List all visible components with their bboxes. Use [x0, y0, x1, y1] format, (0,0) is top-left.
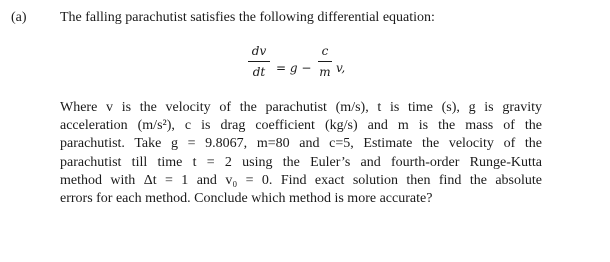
paragraph-line: parachutist. Take g = 9.8067, m=80 and c=5, Estimate the velocity of the	[60, 136, 542, 152]
equals-g-minus: = g −	[276, 61, 312, 75]
question-label: (a)	[11, 10, 27, 25]
velocity-term: v,	[336, 61, 346, 75]
paragraph-line: errors for each method. Conclude which method is more accurate?	[60, 191, 433, 207]
differential-equation	[248, 44, 368, 90]
paragraph-line: method with Δt = 1 and v₀ = 0. Find exact solution then find the absolute	[60, 172, 542, 188]
c-over-m-fraction	[318, 44, 332, 79]
paragraph-line: acceleration (m/s²), c is drag coefficient (kg/s) and m is the mass of the	[60, 118, 542, 134]
dv-dt-fraction	[248, 44, 270, 79]
m-denominator: m	[319, 65, 331, 79]
paragraph-line: Where v is the velocity of the parachutist (m/s), t is time (s), g is gravity	[60, 100, 542, 115]
c-numerator: c	[321, 44, 329, 58]
problem-paragraph	[60, 99, 542, 208]
question-intro: The falling parachutist satisfies the following differential equation:	[60, 10, 435, 25]
paragraph-line: parachutist till time t = 2 using the Euler’s and fourth-order Runge-Kutta	[60, 154, 542, 170]
dv-numerator: dv	[251, 44, 267, 58]
fraction-bar	[318, 61, 332, 62]
dt-denominator: dt	[252, 65, 266, 79]
fraction-bar	[248, 61, 270, 62]
